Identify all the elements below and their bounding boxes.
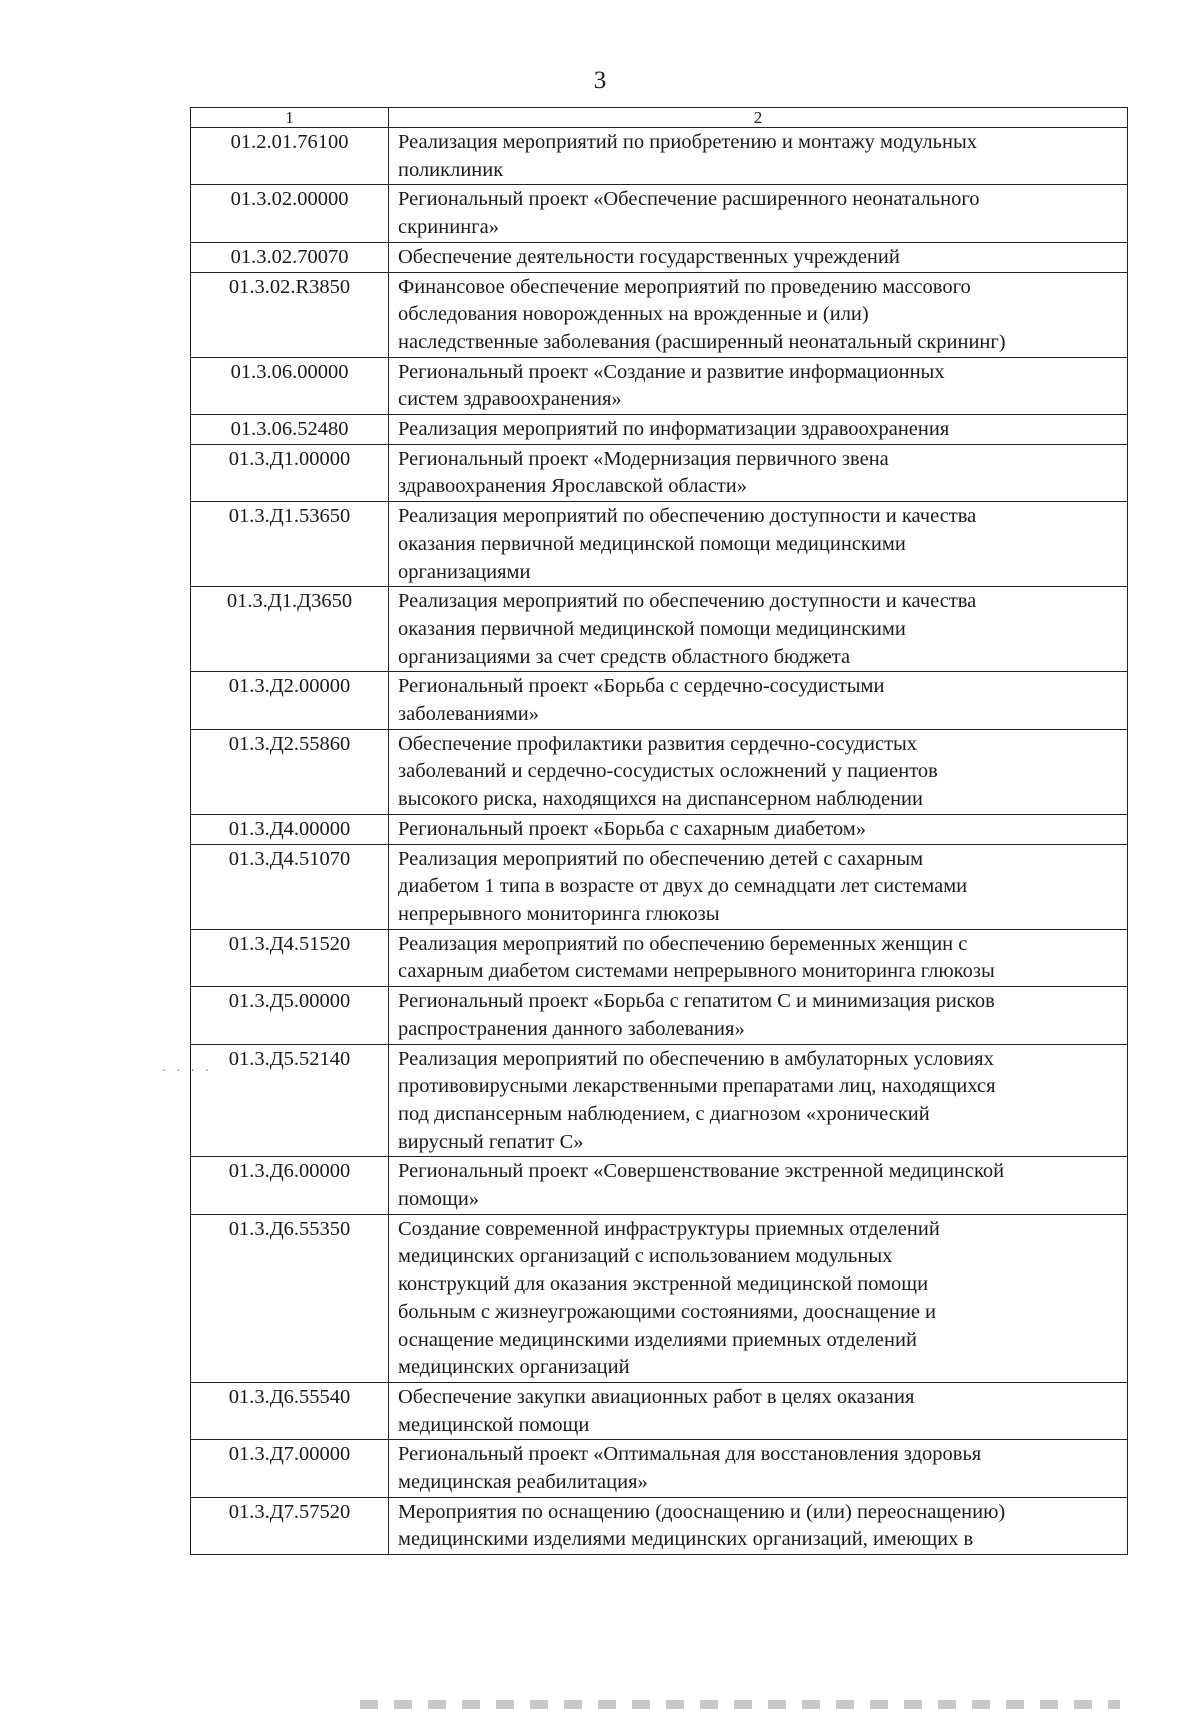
table-row — [191, 128, 1128, 185]
row-description — [389, 987, 1128, 1044]
table-row — [191, 444, 1128, 501]
description-line: Создание современной инфраструктуры приемных отделений — [398, 1217, 940, 1240]
description-line: распространения данного заболевания» — [398, 1017, 745, 1040]
row-code: 01.2.01.76100 — [191, 128, 389, 185]
description-line: под диспансерным наблюдением, с диагнозом «хронический — [398, 1102, 930, 1125]
description-line: поликлиник — [398, 158, 504, 181]
row-description — [389, 1497, 1128, 1554]
description-line: Региональный проект «Совершенствование экстренной медицинской — [398, 1160, 1005, 1183]
description-line: Обеспечение деятельности государственных учреждений — [398, 245, 900, 268]
row-description — [389, 242, 1128, 272]
column-header-code: 1 — [191, 108, 389, 128]
description-line: Обеспечение закупки авиационных работ в целях оказания — [398, 1385, 915, 1408]
row-code: 01.3.Д5.52140 — [191, 1044, 389, 1157]
description-line: медицинской помощи — [398, 1413, 590, 1436]
row-description — [389, 272, 1128, 357]
row-description — [389, 357, 1128, 414]
row-description — [389, 587, 1128, 672]
table-row — [191, 1044, 1128, 1157]
table-row — [191, 1214, 1128, 1382]
row-code: 01.3.Д7.00000 — [191, 1440, 389, 1497]
row-code: 01.3.Д4.51520 — [191, 929, 389, 986]
description-line: заболеваний и сердечно-сосудистых осложнений у пациентов — [398, 760, 938, 783]
description-line: вирусный гепатит С» — [398, 1130, 584, 1153]
table-row — [191, 844, 1128, 929]
table-header-row — [191, 108, 1128, 128]
table-row — [191, 185, 1128, 242]
table-row — [191, 587, 1128, 672]
row-code: 01.3.Д1.00000 — [191, 444, 389, 501]
budget-code-table — [190, 107, 1128, 1555]
description-line: обследования новорожденных на врожденные и (или) — [398, 303, 869, 326]
table-row — [191, 1497, 1128, 1554]
table-row — [191, 814, 1128, 844]
row-code: 01.3.Д6.00000 — [191, 1157, 389, 1214]
description-line: медицинская реабилитация» — [398, 1471, 648, 1494]
description-line: конструкций для оказания экстренной медицинской помощи — [398, 1273, 929, 1296]
description-line: Региональный проект «Борьба с сердечно-сосудистыми — [398, 675, 885, 698]
row-description — [389, 929, 1128, 986]
table-row — [191, 502, 1128, 587]
description-line: высокого риска, находящихся на диспансерном наблюдении — [398, 788, 923, 811]
table-row — [191, 672, 1128, 729]
description-line: оснащение медицинскими изделиями приемных отделений — [398, 1328, 917, 1351]
row-code: 01.3.Д5.00000 — [191, 987, 389, 1044]
description-line: Региональный проект «Обеспечение расширенного неонатального — [398, 188, 980, 211]
row-description — [389, 444, 1128, 501]
table-row — [191, 987, 1128, 1044]
table-row — [191, 1440, 1128, 1497]
row-code: 01.3.02.R3850 — [191, 272, 389, 357]
description-line: медицинских организаций с использованием модульных — [398, 1245, 893, 1268]
description-line: оказания первичной медицинской помощи медицинскими — [398, 532, 906, 555]
description-line: медицинскими изделиями медицинских организаций, имеющих в — [398, 1528, 974, 1551]
description-line: скрининга» — [398, 216, 499, 239]
description-line: сахарным диабетом системами непрерывного мониторинга глюкозы — [398, 960, 995, 983]
row-description — [389, 1440, 1128, 1497]
scan-artifact-marks: · · · · — [162, 1064, 213, 1079]
row-code: 01.3.06.52480 — [191, 415, 389, 445]
table-row — [191, 729, 1128, 814]
row-description — [389, 672, 1128, 729]
description-line: Реализация мероприятий по обеспечению детей с сахарным — [398, 847, 924, 870]
description-line: Мероприятия по оснащению (дооснащению и (или) переоснащению) — [398, 1500, 1006, 1523]
table-body — [191, 128, 1128, 1555]
table-row — [191, 929, 1128, 986]
description-line: Региональный проект «Оптимальная для восстановления здоровья — [398, 1443, 982, 1466]
description-line: Региональный проект «Создание и развитие информационных — [398, 360, 945, 383]
description-line: организациями — [398, 560, 531, 583]
row-description — [389, 128, 1128, 185]
description-line: помощи» — [398, 1188, 480, 1211]
description-line: оказания первичной медицинской помощи медицинскими — [398, 617, 906, 640]
table-row — [191, 242, 1128, 272]
row-code: 01.3.Д1.53650 — [191, 502, 389, 587]
row-code: 01.3.Д2.55860 — [191, 729, 389, 814]
row-description — [389, 814, 1128, 844]
table-row — [191, 415, 1128, 445]
row-code: 01.3.Д4.00000 — [191, 814, 389, 844]
scan-artifact-bottom — [360, 1700, 1120, 1709]
description-line: Реализация мероприятий по обеспечению доступности и качества — [398, 590, 977, 613]
row-code: 01.3.02.00000 — [191, 185, 389, 242]
description-line: Реализация мероприятий по информатизации здравоохранения — [398, 418, 950, 441]
description-line: организациями за счет средств областного бюджета — [398, 645, 851, 668]
description-line: здравоохранения Ярославской области» — [398, 475, 748, 498]
description-line: непрерывного мониторинга глюкозы — [398, 902, 720, 925]
row-code: 01.3.Д6.55540 — [191, 1382, 389, 1439]
description-line: систем здравоохранения» — [398, 388, 622, 411]
description-line: противовирусными лекарственными препаратами лиц, находящихся — [398, 1075, 996, 1098]
description-line: Обеспечение профилактики развития сердечно-сосудистых — [398, 732, 918, 755]
row-code: 01.3.06.00000 — [191, 357, 389, 414]
table-row — [191, 272, 1128, 357]
row-description — [389, 1044, 1128, 1157]
description-line: заболеваниями» — [398, 703, 540, 726]
description-line: диабетом 1 типа в возрасте от двух до семнадцати лет системами — [398, 875, 968, 898]
table-row — [191, 1382, 1128, 1439]
description-line: Реализация мероприятий по приобретению и монтажу модульных — [398, 131, 977, 153]
description-line: больным с жизнеугрожающими состояниями, дооснащение и — [398, 1300, 937, 1323]
row-description — [389, 1214, 1128, 1382]
description-line: Региональный проект «Борьба с сахарным диабетом» — [398, 817, 867, 840]
row-code: 01.3.Д1.Д3650 — [191, 587, 389, 672]
row-description — [389, 415, 1128, 445]
row-description — [389, 185, 1128, 242]
row-code: 01.3.Д7.57520 — [191, 1497, 389, 1554]
table-row — [191, 1157, 1128, 1214]
row-code: 01.3.Д4.51070 — [191, 844, 389, 929]
description-line: медицинских организаций — [398, 1356, 630, 1379]
description-line: Региональный проект «Борьба с гепатитом С и минимизация рисков — [398, 990, 995, 1013]
description-line: наследственные заболевания (расширенный неонатальный скрининг) — [398, 330, 1006, 353]
row-code: 01.3.Д2.00000 — [191, 672, 389, 729]
row-code: 01.3.02.70070 — [191, 242, 389, 272]
description-line: Реализация мероприятий по обеспечению беременных женщин с — [398, 932, 968, 955]
description-line: Финансовое обеспечение мероприятий по проведению массового — [398, 275, 971, 298]
row-description — [389, 729, 1128, 814]
description-line: Реализация мероприятий по обеспечению доступности и качества — [398, 505, 977, 528]
table-row — [191, 357, 1128, 414]
column-header-description: 2 — [389, 108, 1128, 128]
row-description — [389, 844, 1128, 929]
page-number: 3 — [593, 67, 607, 94]
row-code: 01.3.Д6.55350 — [191, 1214, 389, 1382]
row-description — [389, 1382, 1128, 1439]
row-description — [389, 1157, 1128, 1214]
description-line: Региональный проект «Модернизация первичного звена — [398, 447, 889, 470]
description-line: Реализация мероприятий по обеспечению в амбулаторных условиях — [398, 1047, 994, 1070]
row-description — [389, 502, 1128, 587]
